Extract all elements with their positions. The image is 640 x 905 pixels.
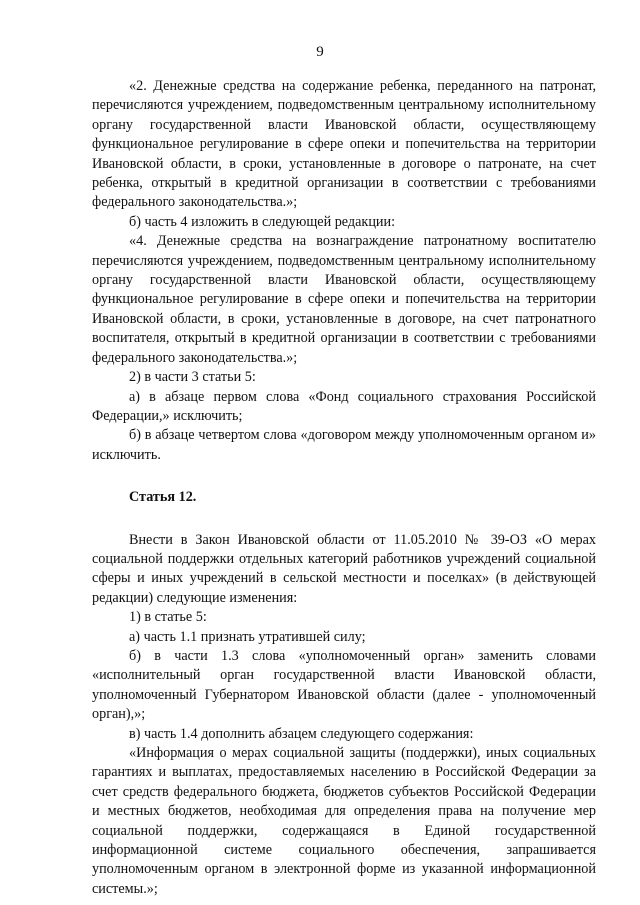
document-body: [92, 77, 596, 899]
paragraph-item-2b: б) в абзаце четвертом слова «договором между уполномоченным органом и» исключить.: [92, 427, 596, 463]
article-heading: Статья 12.: [129, 489, 197, 506]
paragraph-item-1b: б) в части 1.3 слова «уполномоченный орган» заменить словами «исполнительный орган государственной власти Ивановской области, уполномоченный Губернатором Ивановской области (далее - уполномоченный орган),»;: [92, 647, 596, 723]
paragraph-amendment-part-2: «2. Денежные средства на содержание ребенка, переданного на патронат, перечисляются учреждением, подведомственным центральному исполнительному органу государственной власти Ивановской области, осуществляющему функциональное регулирование в сфере опеки и попечительства на территории Ивановской области, в сроки, установленные в договоре о патронате, на счет ребенка, открытый в кредитной организации в соответствии с требованиями федерального законодательства.»;: [92, 78, 596, 211]
paragraph-item-2: 2) в части 3 статьи 5:: [129, 369, 256, 386]
page-number: 9: [316, 44, 324, 60]
paragraph-item-1: 1) в статье 5:: [129, 609, 207, 626]
paragraph-law-intro: Внести в Закон Ивановской области от 11.05.2010 № 39-ОЗ «О мерах социальной поддержки отдельных категорий работников учреждений социальной сферы и иных учреждений в сельской местности и поселках» (в действующей редакции) следующие изменения:: [92, 531, 596, 606]
paragraph-part-4-intro: б) часть 4 изложить в следующей редакции:: [129, 213, 396, 230]
paragraph-amendment-part-4: «4. Денежные средства на вознаграждение патронатному воспитателю перечисляются учреждением, подведомственным центральному исполнительному органу государственной власти Ивановской области, осуществляющему функциональное регулирование в сфере опеки и попечительства на территории Ивановской области, в сроки, установленные в договоре, на счет патронатного воспитателя, открытый в кредитной организации в соответствии с требованиями федерального законодательства.»;: [92, 233, 596, 366]
paragraph-item-1a: а) часть 1.1 признать утратившей силу;: [129, 628, 366, 645]
paragraph-item-1v: в) часть 1.4 дополнить абзацем следующего содержания:: [129, 725, 474, 742]
paragraph-information-clause: «Информация о мерах социальной защиты (поддержки), иных социальных гарантиях и выплатах, предоставляемых населению в Российской Федерации за счет средств федерального бюджета, бюджетов субъектов Российской Федерации и местных бюджетов, необходимая для определения права на получение мер социальной поддержки, содержащаяся в Единой государственной информационной системе социального обеспечения, запрашивается уполномоченным органом в электронной форме из указанной информационной системы.»;: [92, 745, 596, 897]
paragraph-item-2a: а) в абзаце первом слова «Фонд социального страхования Российской Федерации,» исключить;: [92, 388, 596, 424]
